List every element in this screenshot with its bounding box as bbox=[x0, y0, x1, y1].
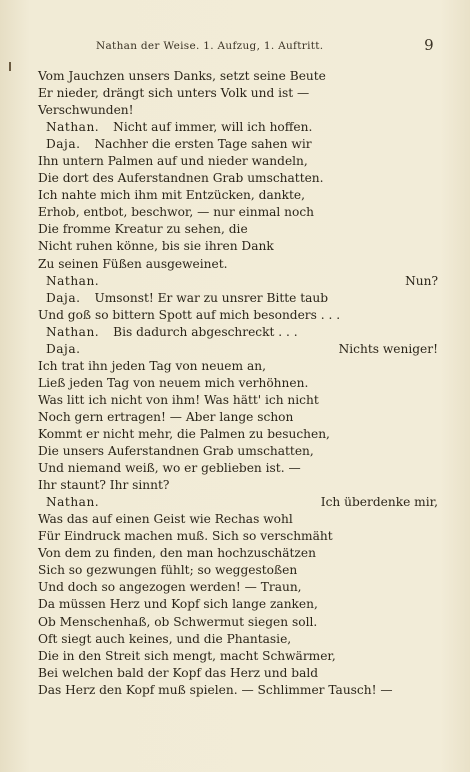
speech-line bbox=[38, 324, 438, 341]
verse-line bbox=[38, 545, 438, 562]
line-text-right: Nichts weniger! bbox=[338, 341, 438, 356]
line-text: Bis dadurch abgeschreckt . . . bbox=[113, 324, 298, 339]
line-text: Die in den Streit sich mengt, macht Schwärmer, bbox=[38, 648, 336, 663]
line-text: Ihn untern Palmen auf und nieder wandeln, bbox=[38, 154, 308, 169]
line-text: Erhob, entbot, beschwor, — nur einmal noch bbox=[38, 205, 315, 220]
verse-line bbox=[38, 477, 438, 494]
verse-line bbox=[38, 528, 438, 545]
verse-line bbox=[38, 682, 438, 699]
verse-line bbox=[38, 579, 438, 596]
verse-line bbox=[38, 614, 438, 631]
speaker-name: Nathan. bbox=[46, 120, 100, 135]
line-text-right: Nun? bbox=[405, 273, 438, 288]
line-text: Ob Menschenhaß, ob Schwermut siegen soll. bbox=[38, 614, 318, 629]
verse-line bbox=[38, 221, 438, 238]
verse-line bbox=[38, 460, 438, 477]
line-text: Ich nahte mich ihm mit Entzücken, dankte, bbox=[38, 188, 305, 203]
line-text: Vom Jauchzen unsers Danks, setzt seine Beute bbox=[38, 69, 326, 83]
speaker-name: Daja. bbox=[46, 290, 81, 305]
verse-line bbox=[38, 409, 438, 426]
speaker-name: Nathan. bbox=[46, 495, 100, 510]
speech-line bbox=[38, 273, 438, 290]
line-text: Die dort des Auferstandnen Grab umschatten. bbox=[38, 171, 324, 186]
line-text: Die unsers Auferstandnen Grab umschatten, bbox=[38, 444, 314, 459]
line-text: Er nieder, drängt sich unters Volk und ist — bbox=[38, 86, 310, 101]
line-text: Bei welchen bald der Kopf das Herz und bald bbox=[38, 665, 319, 680]
line-text: Nicht ruhen könne, bis sie ihren Dank bbox=[38, 239, 274, 254]
line-text: Für Eindruck machen muß. Sich so verschmäht bbox=[38, 529, 333, 544]
line-text: Das Herz den Kopf muß spielen. — Schlimmer Tausch! — bbox=[38, 682, 393, 697]
speaker-name: Nathan. bbox=[46, 324, 100, 339]
line-text-right: Ich überdenke mir, bbox=[320, 495, 438, 510]
verse-line bbox=[38, 358, 438, 375]
line-text: Kommt er nicht mehr, die Palmen zu besuchen, bbox=[38, 426, 330, 441]
verse-line bbox=[38, 426, 438, 443]
line-text: Was litt ich nicht von ihm! Was hätt' ich nicht bbox=[38, 392, 319, 407]
line-text: Umsonst! Er war zu unsrer Bitte taub bbox=[94, 290, 329, 305]
verse-line bbox=[38, 307, 438, 324]
speech-line bbox=[38, 119, 438, 136]
verse-line bbox=[38, 562, 438, 579]
line-text: Oft siegt auch keines, und die Phantasie, bbox=[38, 631, 292, 646]
speaker-name: Daja. bbox=[46, 341, 81, 356]
line-text: Noch gern ertragen! — Aber lange schon bbox=[38, 409, 294, 424]
verse-line bbox=[38, 68, 438, 85]
line-text: Zu seinen Füßen ausgeweinet. bbox=[38, 256, 228, 271]
line-text: Die fromme Kreatur zu sehen, die bbox=[38, 222, 248, 237]
line-text: Nachher die ersten Tage sahen wir bbox=[94, 137, 312, 152]
margin-mark bbox=[9, 62, 11, 71]
line-text: Und goß so bittern Spott auf mich besonders . . . bbox=[38, 307, 341, 322]
verse-line bbox=[38, 153, 438, 170]
speech-line bbox=[38, 136, 438, 153]
line-text: Da müssen Herz und Kopf sich lange zanken, bbox=[38, 597, 318, 612]
verse-line bbox=[38, 511, 438, 528]
verse-line bbox=[38, 392, 438, 409]
line-text: Und niemand weiß, wo er geblieben ist. — bbox=[38, 461, 301, 476]
line-text: Und doch so angezogen werden! — Traun, bbox=[38, 580, 302, 595]
verse-line bbox=[38, 631, 438, 648]
speech-line bbox=[38, 341, 438, 358]
line-text: Was das auf einen Geist wie Rechas wohl bbox=[38, 512, 293, 527]
verse-line bbox=[38, 443, 438, 460]
verse-line bbox=[38, 170, 438, 187]
speech-line bbox=[38, 290, 438, 307]
verse-line bbox=[38, 665, 438, 682]
line-text: Verschwunden! bbox=[38, 103, 134, 118]
verse-line bbox=[38, 596, 438, 613]
line-text: Ich trat ihn jeden Tag von neuem an, bbox=[38, 358, 266, 373]
verse-line bbox=[38, 102, 438, 119]
line-text: Von dem zu finden, den man hochzuschätzen bbox=[38, 546, 316, 561]
speech-line bbox=[38, 494, 438, 511]
verse-line bbox=[38, 238, 438, 255]
running-title: Nathan der Weise. 1. Aufzug, 1. Auftritt. bbox=[96, 40, 324, 52]
verse-line bbox=[38, 375, 438, 392]
verse-line bbox=[38, 85, 438, 102]
speaker-name: Daja. bbox=[46, 137, 81, 152]
verse-line bbox=[38, 187, 438, 204]
line-text: Ließ jeden Tag von neuem mich verhöhnen. bbox=[38, 375, 309, 390]
line-text: Ihr staunt? Ihr sinnt? bbox=[38, 478, 170, 493]
verse-line bbox=[38, 648, 438, 665]
speaker-name: Nathan. bbox=[46, 273, 100, 288]
verse-line bbox=[38, 204, 438, 221]
verse-line bbox=[38, 256, 438, 273]
line-text: Sich so gezwungen fühlt; so weggestoßen bbox=[38, 563, 298, 578]
page-number: 9 bbox=[424, 36, 434, 54]
verse-body bbox=[38, 68, 438, 699]
line-text: Nicht auf immer, will ich hoffen. bbox=[113, 120, 313, 135]
